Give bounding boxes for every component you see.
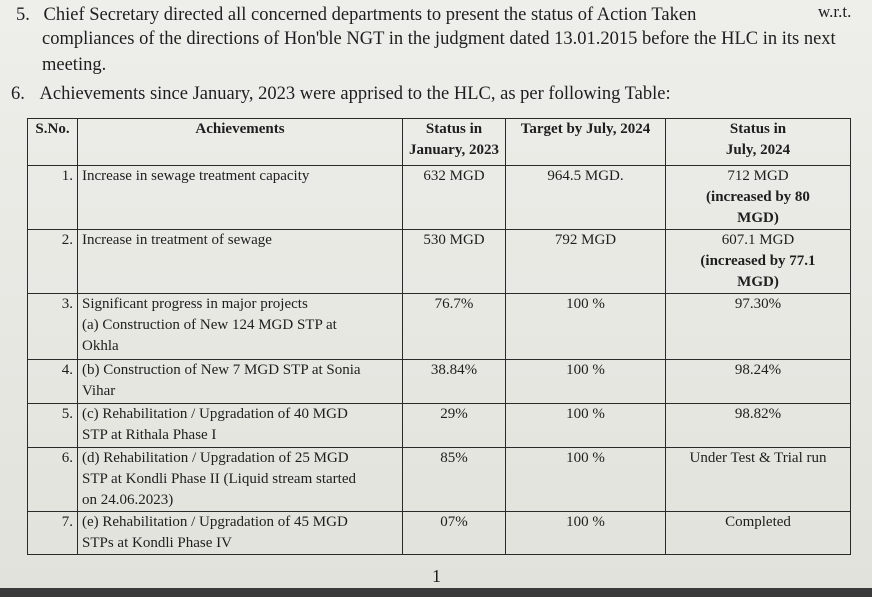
cell-status-jan: 85%: [403, 448, 506, 512]
cell-line: (increased by 80: [706, 189, 810, 205]
cell-target: 100 %: [506, 360, 666, 404]
cell-line: (c) Rehabilitation / Upgradation of 40 MGD: [82, 406, 348, 422]
cell-achievement: [78, 512, 403, 555]
cell-status-jul: [666, 294, 851, 360]
cell-sno: 1.: [28, 166, 78, 230]
cell-line: MGD): [737, 210, 779, 226]
cell-target: 792 MGD: [506, 230, 666, 294]
header-status-jul: [666, 119, 851, 166]
paragraph-number: 5.: [16, 5, 30, 25]
header-sno: S.No.: [28, 119, 78, 166]
cell-status-jan: 07%: [403, 512, 506, 555]
cell-achievement: [78, 448, 403, 512]
cell-line: (e) Rehabilitation / Upgradation of 45 MGD: [82, 514, 348, 530]
achievements-table: [27, 118, 851, 555]
cell-line: MGD): [737, 274, 779, 290]
cell-line: 712 MGD: [727, 168, 789, 184]
cell-line: 607.1 MGD: [721, 232, 795, 248]
table-row: [28, 360, 851, 404]
cell-target: 100 %: [506, 404, 666, 448]
cell-status-jul: [666, 512, 851, 555]
cell-line: STP at Rithala Phase I: [82, 427, 217, 443]
table-row: [28, 166, 851, 230]
cell-line: 98.82%: [734, 406, 782, 422]
cell-achievement: [78, 230, 403, 294]
cell-status-jan: 632 MGD: [403, 166, 506, 230]
cell-line: Significant progress in major projects: [82, 296, 308, 312]
paragraph-text: meeting.: [42, 55, 107, 75]
paragraph-text: compliances of the directions of Hon'ble NGT in the judgment dated 13.01.2015 before the HLC in its next: [42, 29, 836, 49]
table-row: [28, 230, 851, 294]
header-status-jan: [403, 119, 506, 166]
cell-line: Okhla: [82, 338, 119, 354]
cell-line: (increased by 77.1: [700, 253, 816, 269]
paragraph-text: Achievements since January, 2023 were apprised to the HLC, as per following Table:: [39, 84, 671, 104]
table-row: [28, 512, 851, 555]
cell-sno: 4.: [28, 360, 78, 404]
cell-status-jul: [666, 230, 851, 294]
cell-line: STP at Kondli Phase II (Liquid stream started: [82, 471, 356, 487]
cell-achievement: [78, 404, 403, 448]
cell-line: 97.30%: [734, 296, 782, 312]
header-target: Target by July, 2024: [506, 119, 666, 166]
cell-line: (a) Construction of New 124 MGD STP at: [82, 317, 337, 333]
cell-status-jul: [666, 448, 851, 512]
cell-line: Increase in treatment of sewage: [82, 232, 272, 248]
cell-status-jan: 530 MGD: [403, 230, 506, 294]
cell-target: 100 %: [506, 294, 666, 360]
cell-status-jul: [666, 404, 851, 448]
cell-sno: 5.: [28, 404, 78, 448]
table-header-row: [28, 119, 851, 166]
cell-line: 98.24%: [734, 362, 782, 378]
header-line: January, 2023: [408, 142, 499, 158]
table-body: [28, 166, 851, 555]
cell-achievement: [78, 166, 403, 230]
cell-sno: 7.: [28, 512, 78, 555]
cell-sno: 6.: [28, 448, 78, 512]
cell-status-jul: [666, 166, 851, 230]
cell-sno: 2.: [28, 230, 78, 294]
table-row: [28, 448, 851, 512]
header-line: Status in: [425, 121, 483, 137]
cell-line: Under Test & Trial run: [689, 450, 827, 466]
page-number: 1: [432, 566, 441, 586]
cell-status-jan: 38.84%: [403, 360, 506, 404]
header-line: July, 2024: [725, 142, 791, 158]
cell-achievement: [78, 294, 403, 360]
cell-line: on 24.06.2023): [82, 492, 174, 508]
cell-line: (d) Rehabilitation / Upgradation of 25 MGD: [82, 450, 349, 466]
header-line: Status in: [729, 121, 787, 137]
cell-line: Completed: [725, 514, 791, 530]
cell-target: 964.5 MGD.: [506, 166, 666, 230]
cell-achievement: [78, 360, 403, 404]
table-row: [28, 294, 851, 360]
cell-line: Increase in sewage treatment capacity: [82, 168, 310, 184]
paragraph-text: w.r.t.: [818, 2, 852, 21]
paragraph-6: [11, 81, 671, 107]
cell-line: Vihar: [82, 383, 116, 399]
screen-bottom-edge: [0, 588, 872, 597]
cell-sno: 3.: [28, 294, 78, 360]
cell-status-jan: 76.7%: [403, 294, 506, 360]
paragraph-number: 6.: [11, 84, 25, 104]
cell-line: (b) Construction of New 7 MGD STP at Sonia: [82, 362, 361, 378]
cell-status-jan: 29%: [403, 404, 506, 448]
table-row: [28, 404, 851, 448]
header-achievements: Achievements: [78, 119, 403, 166]
cell-target: 100 %: [506, 512, 666, 555]
cell-target: 100 %: [506, 448, 666, 512]
paragraph-text: Chief Secretary directed all concerned departments to present the status of Action Taken: [43, 5, 697, 25]
cell-status-jul: [666, 360, 851, 404]
cell-line: STPs at Kondli Phase IV: [82, 535, 232, 551]
